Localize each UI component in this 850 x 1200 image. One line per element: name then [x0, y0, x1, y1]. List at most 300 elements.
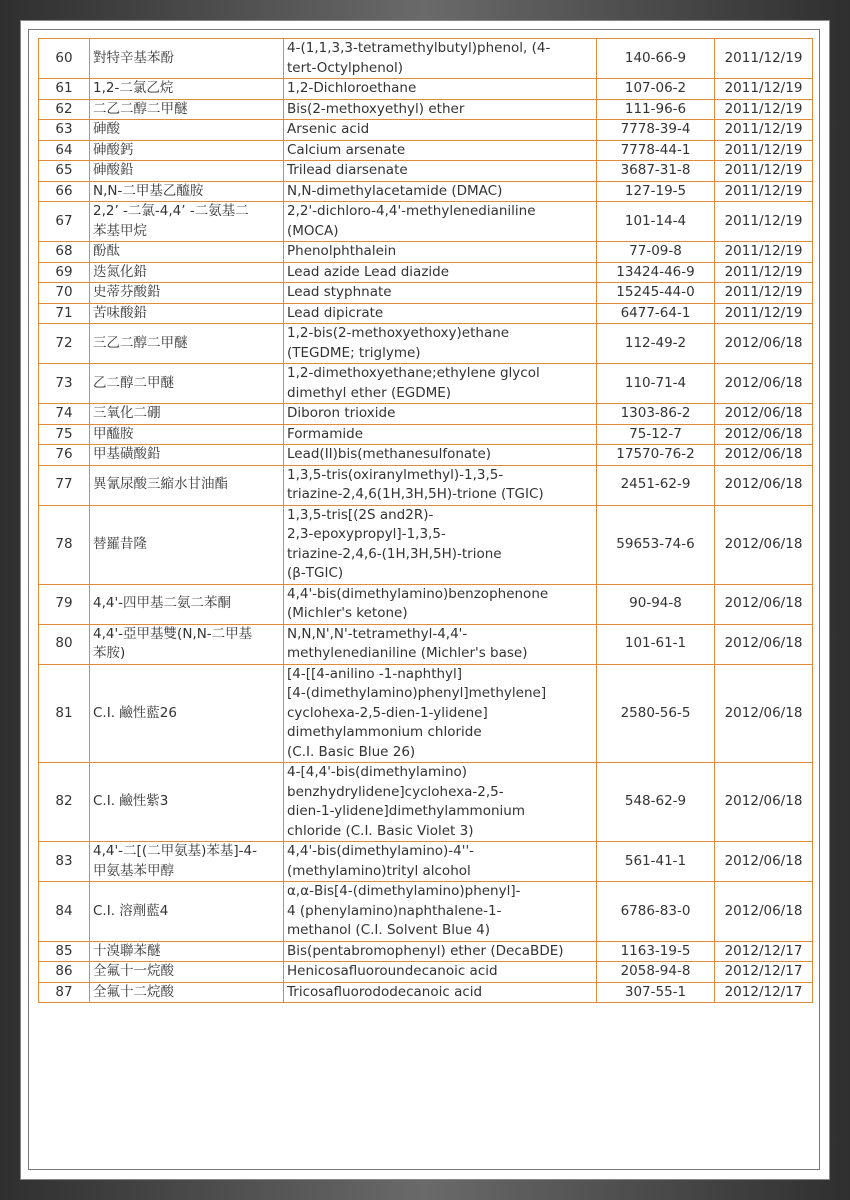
listing-date-cell	[715, 181, 813, 202]
cas-number-cell	[597, 79, 715, 100]
chinese-name-cell	[90, 465, 284, 505]
chinese-name-cell	[90, 140, 284, 161]
row-number: 82	[55, 793, 73, 810]
english-name: Calcium arsenate	[287, 141, 406, 158]
english-name-cell	[284, 664, 597, 763]
table-row	[39, 982, 813, 1003]
listing-date-cell	[715, 262, 813, 283]
chinese-name: 砷酸	[93, 121, 120, 137]
row-number: 62	[55, 100, 73, 117]
chinese-name: 4,4'-亞甲基雙(N,N-二甲基 苯胺)	[93, 625, 253, 661]
chinese-name-cell	[90, 882, 284, 942]
chinese-name-cell	[90, 161, 284, 182]
english-name: 2,2'-dichloro-4,4'-methylenedianiline (MOCA)	[287, 203, 536, 239]
cas-number: 6477-64-1	[620, 304, 691, 321]
row-number-cell	[39, 404, 90, 425]
row-number: 85	[55, 942, 73, 959]
chinese-name: 異氰尿酸三縮水甘油酯	[93, 476, 228, 493]
english-name-cell	[284, 584, 597, 624]
listing-date: 2011/12/19	[724, 100, 803, 117]
english-name: Bis(2-methoxyethyl) ether	[287, 100, 465, 117]
listing-date-cell	[715, 424, 813, 445]
listing-date-cell	[715, 763, 813, 842]
chinese-name: 二乙二醇二甲醚	[93, 100, 188, 117]
table-row	[39, 584, 813, 624]
chinese-name: 十溴聯苯醚	[93, 942, 161, 959]
english-name: Lead azide Lead diazide	[287, 263, 450, 280]
chinese-name: 迭氮化鉛	[93, 263, 147, 280]
english-name-cell	[284, 161, 597, 182]
cas-number-cell	[597, 39, 715, 79]
table-row	[39, 202, 813, 242]
row-number-cell	[39, 181, 90, 202]
row-number-cell	[39, 584, 90, 624]
cas-number: 101-61-1	[624, 635, 687, 652]
cas-number-cell	[597, 962, 715, 983]
row-number-cell	[39, 39, 90, 79]
cas-number: 127-19-5	[624, 182, 687, 199]
chinese-name: 4,4'-四甲基二氨二苯酮	[93, 595, 232, 612]
row-number-cell	[39, 79, 90, 100]
chinese-name: 1,2-二氯乙烷	[93, 80, 174, 96]
chinese-name-cell	[90, 404, 284, 425]
english-name: Diboron trioxide	[287, 405, 396, 421]
row-number-cell	[39, 161, 90, 182]
table-row	[39, 324, 813, 364]
cas-number: 77-09-8	[629, 243, 682, 259]
english-name: 1,2-dimethoxyethane;ethylene glycol dimethyl ether (EGDME)	[287, 365, 540, 401]
row-number-cell	[39, 324, 90, 364]
listing-date: 2012/06/18	[724, 635, 803, 652]
cas-number: 15245-44-0	[616, 284, 695, 300]
table-row	[39, 283, 813, 304]
cas-number-cell	[597, 465, 715, 505]
chinese-name-cell	[90, 364, 284, 404]
listing-date-cell	[715, 982, 813, 1003]
listing-date-cell	[715, 99, 813, 120]
english-name-cell	[284, 120, 597, 141]
cas-number: 17570-76-2	[616, 446, 695, 462]
chinese-name-cell	[90, 283, 284, 304]
chinese-name: C.I. 溶劑藍4	[93, 902, 169, 919]
chinese-name-cell	[90, 324, 284, 364]
english-name-cell	[284, 941, 597, 962]
chinese-name-cell	[90, 982, 284, 1003]
cas-number: 2451-62-9	[620, 476, 691, 493]
listing-date: 2012/12/17	[724, 983, 803, 1000]
table-row	[39, 763, 813, 842]
english-name-cell	[284, 242, 597, 263]
table-row	[39, 624, 813, 664]
cas-number: 7778-39-4	[620, 121, 691, 137]
english-name-cell	[284, 303, 597, 324]
listing-date-cell	[715, 465, 813, 505]
listing-date-cell	[715, 364, 813, 404]
english-name: Lead styphnate	[287, 284, 392, 300]
cas-number: 101-14-4	[624, 212, 687, 229]
chinese-name-cell	[90, 584, 284, 624]
cas-number-cell	[597, 364, 715, 404]
row-number-cell	[39, 882, 90, 942]
chinese-name: 乙二醇二甲醚	[93, 374, 174, 391]
row-number: 67	[55, 212, 73, 229]
row-number: 75	[55, 425, 73, 442]
chinese-name-cell	[90, 842, 284, 882]
english-name: Lead dipicrate	[287, 304, 384, 321]
chinese-name: N,N-二甲基乙醯胺	[93, 182, 204, 199]
cas-number: 75-12-7	[629, 425, 682, 442]
table-row	[39, 941, 813, 962]
row-number: 70	[55, 284, 73, 300]
row-number-cell	[39, 364, 90, 404]
cas-number-cell	[597, 424, 715, 445]
listing-date-cell	[715, 283, 813, 304]
row-number: 80	[55, 635, 73, 652]
listing-date-cell	[715, 882, 813, 942]
cas-number: 7778-44-1	[620, 141, 691, 158]
listing-date: 2011/12/19	[724, 304, 803, 321]
row-number-cell	[39, 465, 90, 505]
english-name: 4-[4,4'-bis(dimethylamino) benzhydrylidene]cyclohexa-2,5- dien-1-ylidene]dimethylammonium chloride (C.I. Basic Violet 3)	[287, 764, 525, 839]
row-number-cell	[39, 424, 90, 445]
cas-number-cell	[597, 763, 715, 842]
english-name: 1,3,5-tris[(2S and2R)- 2,3-epoxypropyl]-1,3,5- triazine-2,4,6-(1H,3H,5H)-trione (β-TGIC)	[287, 506, 502, 581]
chinese-name: 對特辛基苯酚	[93, 49, 174, 66]
row-number: 73	[55, 374, 73, 391]
chinese-name-cell	[90, 763, 284, 842]
cas-number-cell	[597, 584, 715, 624]
cas-number-cell	[597, 242, 715, 263]
listing-date-cell	[715, 120, 813, 141]
table-row	[39, 262, 813, 283]
english-name-cell	[284, 202, 597, 242]
english-name-cell	[284, 763, 597, 842]
english-name-cell	[284, 39, 597, 79]
listing-date: 2012/12/17	[724, 942, 803, 959]
english-name-cell	[284, 505, 597, 584]
listing-date: 2012/06/18	[724, 334, 803, 351]
chinese-name: 三乙二醇二甲醚	[93, 334, 188, 351]
cas-number: 561-41-1	[624, 852, 687, 869]
chinese-name-cell	[90, 242, 284, 263]
chinese-name-cell	[90, 941, 284, 962]
english-name: 4,4'-bis(dimethylamino)-4''- (methylamino)trityl alcohol	[287, 843, 475, 879]
cas-number-cell	[597, 404, 715, 425]
listing-date: 2012/06/18	[724, 793, 803, 810]
table-row	[39, 842, 813, 882]
chinese-name: 2,2’ -二氯-4,4’ -二氨基二 苯基甲烷	[93, 203, 249, 239]
english-name: Henicosafluoroundecanoic acid	[287, 963, 498, 979]
chinese-name-cell	[90, 445, 284, 466]
cas-number: 90-94-8	[629, 595, 682, 612]
row-number-cell	[39, 624, 90, 664]
listing-date-cell	[715, 404, 813, 425]
row-number: 78	[55, 535, 73, 552]
english-name: Lead(II)bis(methanesulfonate)	[287, 446, 492, 462]
row-number: 63	[55, 121, 73, 137]
english-name-cell	[284, 465, 597, 505]
chinese-name: 苦味酸鉛	[93, 304, 147, 321]
english-name: Phenolphthalein	[287, 243, 397, 259]
listing-date: 2012/06/18	[724, 374, 803, 391]
english-name: Trilead diarsenate	[287, 162, 408, 178]
listing-date: 2011/12/19	[724, 49, 803, 66]
row-number-cell	[39, 303, 90, 324]
cas-number-cell	[597, 120, 715, 141]
listing-date: 2012/06/18	[724, 852, 803, 869]
table-row	[39, 303, 813, 324]
listing-date: 2012/06/18	[724, 446, 803, 462]
listing-date: 2011/12/19	[724, 243, 803, 259]
row-number: 81	[55, 704, 73, 721]
chinese-name: 全氟十一烷酸	[93, 963, 174, 979]
row-number: 83	[55, 852, 73, 869]
cas-number-cell	[597, 324, 715, 364]
english-name-cell	[284, 982, 597, 1003]
english-name-cell	[284, 842, 597, 882]
row-number: 65	[55, 162, 73, 178]
english-name-cell	[284, 404, 597, 425]
chinese-name: 4,4'-二[(二甲氨基)苯基]-4- 甲氨基苯甲醇	[93, 843, 257, 879]
english-name-cell	[284, 79, 597, 100]
row-number: 64	[55, 141, 73, 158]
cas-number-cell	[597, 161, 715, 182]
chinese-name-cell	[90, 505, 284, 584]
cas-number: 6786-83-0	[620, 902, 691, 919]
row-number-cell	[39, 982, 90, 1003]
listing-date: 2012/06/18	[724, 425, 803, 442]
chinese-name-cell	[90, 424, 284, 445]
table-row	[39, 404, 813, 425]
english-name-cell	[284, 262, 597, 283]
table-row	[39, 161, 813, 182]
row-number-cell	[39, 763, 90, 842]
listing-date: 2012/06/18	[724, 704, 803, 721]
listing-date: 2011/12/19	[724, 263, 803, 280]
english-name: Bis(pentabromophenyl) ether (DecaBDE)	[287, 942, 564, 959]
english-name-cell	[284, 324, 597, 364]
table-row	[39, 664, 813, 763]
listing-date-cell	[715, 140, 813, 161]
listing-date: 2011/12/19	[724, 182, 803, 199]
listing-date: 2011/12/19	[724, 141, 803, 158]
english-name: 4,4'-bis(dimethylamino)benzophenone (Michler's ketone)	[287, 585, 549, 621]
cas-number-cell	[597, 445, 715, 466]
table-row	[39, 505, 813, 584]
table-row	[39, 79, 813, 100]
listing-date: 2012/06/18	[724, 535, 803, 552]
chinese-name-cell	[90, 664, 284, 763]
table-row	[39, 424, 813, 445]
cas-number: 307-55-1	[624, 983, 687, 1000]
english-name: α,α-Bis[4-(dimethylamino)phenyl]- 4 (phenylamino)naphthalene-1- methanol (C.I. Solvent Blue 4)	[287, 883, 521, 938]
english-name-cell	[284, 140, 597, 161]
table-row	[39, 465, 813, 505]
row-number: 69	[55, 263, 73, 280]
substance-table-body	[39, 39, 813, 1003]
cas-number: 1303-86-2	[620, 405, 691, 421]
listing-date-cell	[715, 79, 813, 100]
listing-date-cell	[715, 303, 813, 324]
listing-date-cell	[715, 202, 813, 242]
chinese-name-cell	[90, 262, 284, 283]
row-number: 61	[55, 80, 73, 96]
chinese-name: 替羅昔隆	[93, 535, 147, 552]
cas-number: 110-71-4	[624, 374, 687, 391]
table-row	[39, 39, 813, 79]
cas-number: 140-66-9	[624, 49, 687, 66]
cas-number-cell	[597, 303, 715, 324]
row-number-cell	[39, 962, 90, 983]
row-number-cell	[39, 262, 90, 283]
substance-table	[38, 38, 813, 1003]
row-number-cell	[39, 202, 90, 242]
listing-date-cell	[715, 941, 813, 962]
chinese-name: 三氧化二硼	[93, 405, 161, 421]
row-number: 87	[55, 983, 73, 1000]
cas-number: 1163-19-5	[620, 942, 691, 959]
chinese-name: 砷酸鈣	[93, 141, 134, 158]
chinese-name: 全氟十二烷酸	[93, 983, 174, 1000]
listing-date: 2011/12/19	[724, 162, 803, 178]
english-name: Arsenic acid	[287, 121, 370, 137]
cas-number-cell	[597, 982, 715, 1003]
table-row	[39, 242, 813, 263]
listing-date: 2012/06/18	[724, 595, 803, 612]
english-name: N,N,N',N'-tetramethyl-4,4'- methylenedianiline (Michler's base)	[287, 625, 528, 661]
cas-number: 107-06-2	[624, 80, 687, 96]
row-number-cell	[39, 842, 90, 882]
row-number: 76	[55, 446, 73, 462]
english-name-cell	[284, 364, 597, 404]
chinese-name: 史蒂芬酸鉛	[93, 284, 161, 300]
table-row	[39, 962, 813, 983]
cas-number-cell	[597, 941, 715, 962]
listing-date: 2011/12/19	[724, 212, 803, 229]
row-number: 86	[55, 963, 73, 979]
chinese-name: 甲醯胺	[93, 425, 134, 442]
english-name-cell	[284, 181, 597, 202]
listing-date-cell	[715, 39, 813, 79]
cas-number-cell	[597, 181, 715, 202]
listing-date-cell	[715, 324, 813, 364]
cas-number: 13424-46-9	[616, 263, 695, 280]
listing-date: 2012/06/18	[724, 476, 803, 493]
chinese-name-cell	[90, 181, 284, 202]
row-number: 79	[55, 595, 73, 612]
chinese-name: 砷酸鉛	[93, 162, 134, 178]
english-name-cell	[284, 283, 597, 304]
chinese-name-cell	[90, 962, 284, 983]
chinese-name-cell	[90, 79, 284, 100]
row-number: 84	[55, 902, 73, 919]
table-row	[39, 364, 813, 404]
cas-number-cell	[597, 202, 715, 242]
listing-date-cell	[715, 842, 813, 882]
cas-number-cell	[597, 505, 715, 584]
row-number-cell	[39, 664, 90, 763]
listing-date-cell	[715, 664, 813, 763]
row-number-cell	[39, 140, 90, 161]
row-number-cell	[39, 941, 90, 962]
row-number: 77	[55, 476, 73, 493]
cas-number-cell	[597, 882, 715, 942]
listing-date-cell	[715, 624, 813, 664]
listing-date: 2011/12/19	[724, 80, 803, 96]
listing-date-cell	[715, 584, 813, 624]
cas-number: 3687-31-8	[620, 162, 691, 178]
listing-date: 2012/12/17	[724, 963, 803, 979]
english-name: [4-[[4-anilino -1-naphthyl] [4-(dimethylamino)phenyl]methylene] cyclohexa-2,5-dien-1-ylidene] dimethylammonium chloride (C.I. Basic Blue 26)	[287, 665, 547, 760]
english-name-cell	[284, 624, 597, 664]
english-name-cell	[284, 424, 597, 445]
table-row	[39, 99, 813, 120]
english-name-cell	[284, 99, 597, 120]
row-number: 66	[55, 182, 73, 199]
english-name-cell	[284, 882, 597, 942]
listing-date: 2012/06/18	[724, 902, 803, 919]
row-number-cell	[39, 505, 90, 584]
english-name: 1,2-Dichloroethane	[287, 80, 417, 96]
table-row	[39, 882, 813, 942]
cas-number-cell	[597, 99, 715, 120]
row-number-cell	[39, 242, 90, 263]
cas-number: 2580-56-5	[620, 704, 691, 721]
chinese-name-cell	[90, 39, 284, 79]
chinese-name-cell	[90, 99, 284, 120]
english-name: Tricosafluorododecanoic acid	[287, 983, 483, 1000]
listing-date-cell	[715, 445, 813, 466]
chinese-name: C.I. 鹼性藍26	[93, 704, 177, 721]
row-number: 68	[55, 243, 73, 259]
chinese-name: C.I. 鹼性紫3	[93, 793, 169, 810]
cas-number: 548-62-9	[624, 793, 687, 810]
listing-date-cell	[715, 161, 813, 182]
row-number: 71	[55, 304, 73, 321]
chinese-name-cell	[90, 303, 284, 324]
english-name-cell	[284, 962, 597, 983]
row-number: 72	[55, 334, 73, 351]
cas-number-cell	[597, 283, 715, 304]
cas-number: 2058-94-8	[620, 963, 691, 979]
listing-date: 2012/06/18	[724, 405, 803, 421]
cas-number-cell	[597, 624, 715, 664]
row-number-cell	[39, 445, 90, 466]
listing-date-cell	[715, 962, 813, 983]
english-name: 4-(1,1,3,3-tetramethylbutyl)phenol, (4- tert-Octylphenol)	[287, 40, 551, 76]
english-name: 1,2-bis(2-methoxyethoxy)ethane (TEGDME; triglyme)	[287, 325, 510, 361]
listing-date-cell	[715, 505, 813, 584]
cas-number: 111-96-6	[624, 100, 687, 117]
english-name: 1,3,5-tris(oxiranylmethyl)-1,3,5- triazine-2,4,6(1H,3H,5H)-trione (TGIC)	[287, 466, 544, 502]
english-name: N,N-dimethylacetamide (DMAC)	[287, 182, 503, 199]
row-number: 74	[55, 405, 73, 421]
row-number-cell	[39, 120, 90, 141]
listing-date: 2011/12/19	[724, 121, 803, 137]
cas-number: 112-49-2	[624, 334, 687, 351]
table-row	[39, 445, 813, 466]
table-row	[39, 181, 813, 202]
listing-date-cell	[715, 242, 813, 263]
cas-number-cell	[597, 664, 715, 763]
english-name: Formamide	[287, 425, 364, 442]
cas-number: 59653-74-6	[616, 535, 695, 552]
english-name-cell	[284, 445, 597, 466]
chinese-name-cell	[90, 202, 284, 242]
row-number: 60	[55, 49, 73, 66]
row-number-cell	[39, 283, 90, 304]
row-number-cell	[39, 99, 90, 120]
